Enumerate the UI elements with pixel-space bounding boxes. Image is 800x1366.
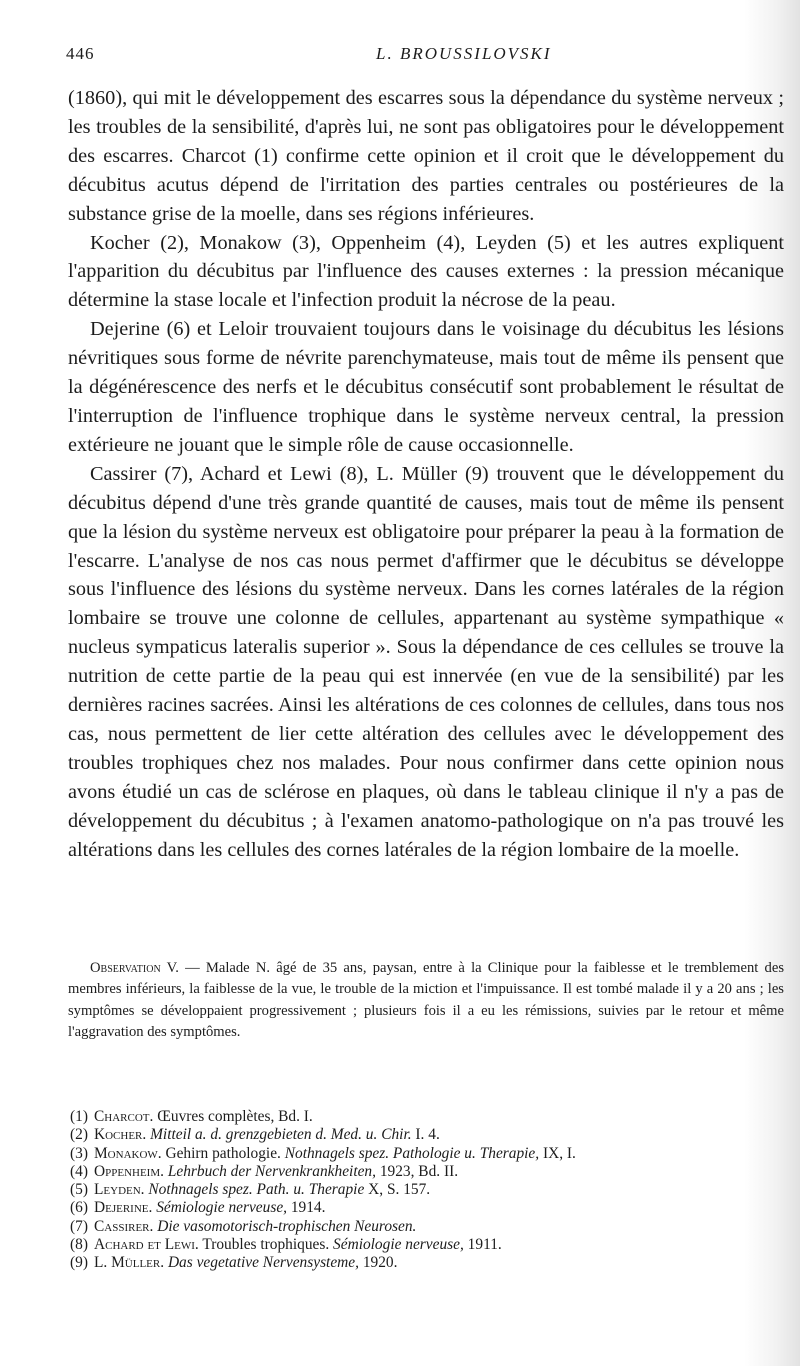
footnote-detail: 1911. — [463, 1236, 502, 1254]
footnote-number: (4) — [70, 1162, 88, 1180]
footnote-number: (6) — [70, 1199, 88, 1217]
footnote-author: L. Müller. — [94, 1254, 165, 1272]
page-number: 446 — [66, 44, 95, 63]
page-header — [66, 44, 778, 70]
footnote-title: Nothnagels spez. Path. u. Therapie — [148, 1181, 365, 1199]
observation-text: — Malade N. âgé de 35 ans, paysan, entre à la Clinique pour la faiblesse et le tremblement des membres inférieurs, la faiblesse de la vue, le trouble de la miction et l'impuissance. Il est tombé malade il y a 20 ans ; les symptômes se développaient progressivement ; plusieurs fois il a eu les rémissions, suivies par le retour et même l'aggravation des symptômes. — [68, 960, 785, 1040]
footnote — [70, 1181, 786, 1199]
footnote-title: Lehrbuch der Nervenkrankheiten, — [167, 1162, 376, 1180]
footnote — [70, 1218, 786, 1236]
footnote-author: Charcot. — [94, 1108, 154, 1125]
footnote — [70, 1236, 786, 1254]
footnote — [70, 1108, 786, 1126]
footnote-number: (1) — [70, 1108, 88, 1125]
paragraph: Cassirer (7), Achard et Lewi (8), L. Müller (9) trouvent que le développement du décubitus dépend d'une très grande quantité de causes, mais tout de même ils pensent que la lésion du système nerveux est obligatoire pour préparer la peau à la formation de l'escarre. L'analyse de nos cas nous permet d'affirmer que le décubitus se développe sous l'influence des lésions du système nerveux. Dans les cornes latérales de la région lombaire se trouve une colonne de cellules, appartenant au système sympathique « nucleus sympaticus lateralis superior ». Sous la dépendance de ces cellules se trouve la nutrition de cette partie de la peau qui est innervée (en vue de la sensibilité) par les dernières racines sacrées. Ainsi les altérations de ces colonnes de cellules, dans tous nos cas, nous permettent de lier cette altération des cellules avec le développement des troubles trophiques chez nos malades. Pour nous confirmer dans cette opinion nous avons étudié un cas de sclérose en plaques, où dans le tableau clinique il n'y a pas de développement du décubitus ; à l'examen anatomo-pathologique on n'a pas trouvé les altérations dans les cellules des cornes latérales de la région lombaire de la moelle. — [68, 462, 784, 861]
footnote-detail: I. 4. — [411, 1126, 440, 1144]
footnote — [70, 1254, 786, 1272]
footnotes — [70, 1108, 786, 1273]
footnote-author: Leyden. — [94, 1181, 145, 1199]
footnote-detail: X, S. 157. — [364, 1181, 431, 1199]
paragraph: (1860), qui mit le développement des escarres sous la dépendance du système nerveux ; les troubles de la sensibilité, d'après lui, ne sont pas obligatoires pour le développement des escarres. Charcot (1) confirme cette opinion et il croit que le développement du décubitus acutus dépend de l'irritation des parties centrales ou postérieures de la substance grise de la moelle, dans ses régions inférieures. — [68, 87, 784, 225]
footnote-number: (7) — [70, 1217, 88, 1235]
footnote-detail: 1914. — [287, 1199, 326, 1217]
observation-note — [68, 958, 784, 1043]
footnote — [70, 1199, 786, 1217]
body-text — [68, 84, 784, 864]
footnote-title: Sémiologie nerveuse, — [333, 1236, 464, 1254]
footnote — [70, 1163, 786, 1181]
footnote-author: Monakow. — [94, 1144, 162, 1162]
footnote-detail: 1923, Bd. II. — [375, 1162, 459, 1180]
footnote-number: (8) — [70, 1236, 88, 1254]
footnote-title: Mitteil a. d. grenzgebieten d. Med. u. Chir. — [150, 1126, 412, 1144]
footnote-detail: IX, I. — [539, 1144, 576, 1162]
paragraph: Kocher (2), Monakow (3), Oppenheim (4), Leyden (5) et les autres expliquent l'apparition du décubitus par l'influence des causes externes : la pression mécanique détermine la stase locale et l'infection produit la nécrose de la peau. — [68, 231, 784, 312]
footnote-title: Die vasomotorisch-trophischen Neurosen. — [157, 1217, 417, 1235]
footnote-author: Cassirer. — [94, 1217, 154, 1235]
footnote — [70, 1145, 786, 1163]
paragraph: Dejerine (6) et Leloir trouvaient toujours dans le voisinage du décubitus les lésions névritiques sous forme de névrite parenchymateuse, mais tout de même ils pensent que la dégénérescence des nerfs et le décubitus consécutif sont probablement le résultat de l'interruption de l'influence trophique dans le système nerveux central, la pression extérieure ne jouant que le simple rôle de cause occasionnelle. — [68, 318, 784, 456]
running-head: L. BROUSSILOVSKI — [376, 44, 552, 63]
footnote-title: Nothnagels spez. Pathologie u. Therapie, — [284, 1144, 540, 1162]
footnote-number: (5) — [70, 1181, 88, 1199]
footnote-text: Troubles trophiques. — [198, 1236, 334, 1254]
footnote-number: (9) — [70, 1254, 88, 1272]
footnote-author: Kocher. — [94, 1126, 147, 1144]
footnote-author: Achard et Lewi. — [94, 1236, 199, 1254]
footnote-detail: 1920. — [358, 1254, 398, 1272]
footnote-text: Œuvres complètes, Bd. I. — [153, 1108, 313, 1125]
footnote — [70, 1126, 786, 1144]
footnote-number: (3) — [70, 1144, 88, 1162]
observation-label: Observation V. — [90, 960, 179, 976]
footnote-author: Dejerine. — [94, 1199, 153, 1217]
footnote-text: Gehirn pathologie. — [161, 1144, 285, 1162]
footnote-author: Oppenheim. — [94, 1162, 164, 1180]
footnote-title: Sémiologie nerveuse, — [156, 1199, 287, 1217]
footnote-title: Das vegetative Nervensysteme, — [167, 1254, 359, 1272]
footnote-number: (2) — [70, 1126, 88, 1144]
